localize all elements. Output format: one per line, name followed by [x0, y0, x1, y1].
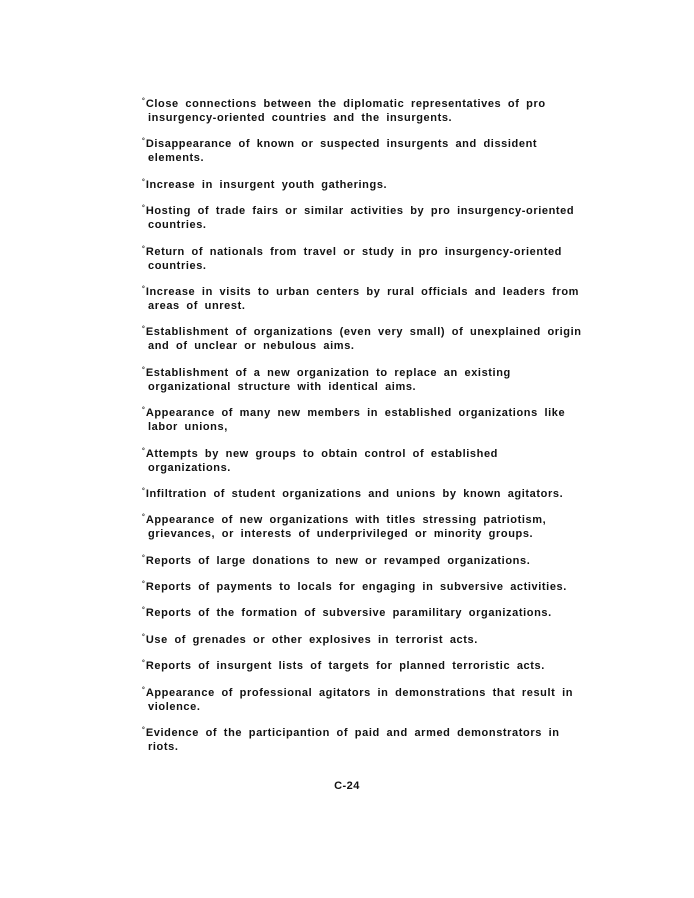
list-item-text: Reports of large donations to new or revamped organizations. [145, 554, 531, 567]
list-item [142, 202, 582, 232]
list-item [142, 631, 582, 647]
page-number: C-24 [334, 780, 360, 792]
list-item [142, 578, 582, 594]
degree-bullet-icon: ° [142, 607, 145, 615]
list-item [142, 176, 582, 192]
degree-bullet-icon: ° [142, 487, 145, 495]
list-item-text: Disappearance of known or suspected insurgents and dissident elements. [145, 138, 538, 165]
list-item-text: Close connections between the diplomatic representatives of pro insurgency-oriented countries and the insurgents. [145, 98, 546, 124]
degree-bullet-icon: ° [142, 245, 145, 253]
list-item-text: Return of nationals from travel or study in pro insurgency-oriented countries. [145, 245, 562, 272]
list-item-text: Reports of payments to locals for engaging in subversive activities. [145, 581, 567, 594]
degree-bullet-icon: ° [142, 686, 145, 694]
list-item-text: Use of grenades or other explosives in terrorist acts. [145, 633, 478, 646]
degree-bullet-icon: ° [142, 727, 145, 735]
list-item-text: Increase in visits to urban centers by rural officials and leaders from areas of unrest. [145, 285, 580, 312]
list-item [142, 364, 582, 394]
list-item-text: Reports of insurgent lists of targets for planned terroristic acts. [145, 660, 545, 673]
list-item [142, 135, 582, 165]
degree-bullet-icon: ° [142, 407, 145, 415]
degree-bullet-icon: ° [142, 633, 145, 641]
list-item [142, 283, 582, 313]
list-item-text: Infiltration of student organizations and unions by known agitators. [145, 487, 564, 500]
degree-bullet-icon: ° [142, 205, 145, 213]
list-item-text: Attempts by new groups to obtain control of established organizations. [145, 447, 498, 474]
list-item-text: Establishment of organizations (even very small) of unexplained origin and of unclear or nebulous aims. [145, 326, 582, 353]
list-item [142, 445, 582, 475]
degree-bullet-icon: ° [142, 178, 145, 186]
list-item [142, 604, 582, 620]
list-item-text: Hosting of trade fairs or similar activities by pro insurgency-oriented countries. [145, 205, 575, 232]
degree-bullet-icon: ° [142, 581, 145, 589]
degree-bullet-icon: ° [142, 98, 145, 105]
degree-bullet-icon: ° [142, 447, 145, 455]
list-item-text: Appearance of professional agitators in demonstrations that result in violence. [145, 686, 574, 713]
list-item [142, 323, 582, 353]
degree-bullet-icon: ° [142, 326, 145, 334]
list-item [142, 511, 582, 541]
list-item [142, 724, 582, 754]
list-item [142, 243, 582, 273]
list-item-text: Reports of the formation of subversive paramilitary organizations. [145, 607, 552, 620]
degree-bullet-icon: ° [142, 285, 145, 293]
list-item-text: Establishment of a new organization to replace an existing organizational structure with identical aims. [145, 366, 511, 393]
list-item [142, 404, 582, 434]
list-item-text: Appearance of many new members in established organizations like labor unions, [145, 407, 566, 434]
list-item-text: Increase in insurgent youth gatherings. [145, 178, 388, 191]
list-item [142, 95, 582, 125]
list-item [142, 657, 582, 673]
list-item-text: Appearance of new organizations with titles stressing patriotism, grievances, or interests of underprivileged or minority groups. [145, 514, 547, 541]
degree-bullet-icon: ° [142, 660, 145, 668]
list-item [142, 684, 582, 714]
list-item-text: Evidence of the participantion of paid and armed demonstrators in riots. [145, 727, 560, 754]
degree-bullet-icon: ° [142, 554, 145, 562]
degree-bullet-icon: ° [142, 366, 145, 374]
degree-bullet-icon: ° [142, 514, 145, 522]
list-item [142, 552, 582, 568]
degree-bullet-icon: ° [142, 138, 145, 146]
list-item [142, 485, 582, 501]
indicator-list [142, 95, 582, 764]
